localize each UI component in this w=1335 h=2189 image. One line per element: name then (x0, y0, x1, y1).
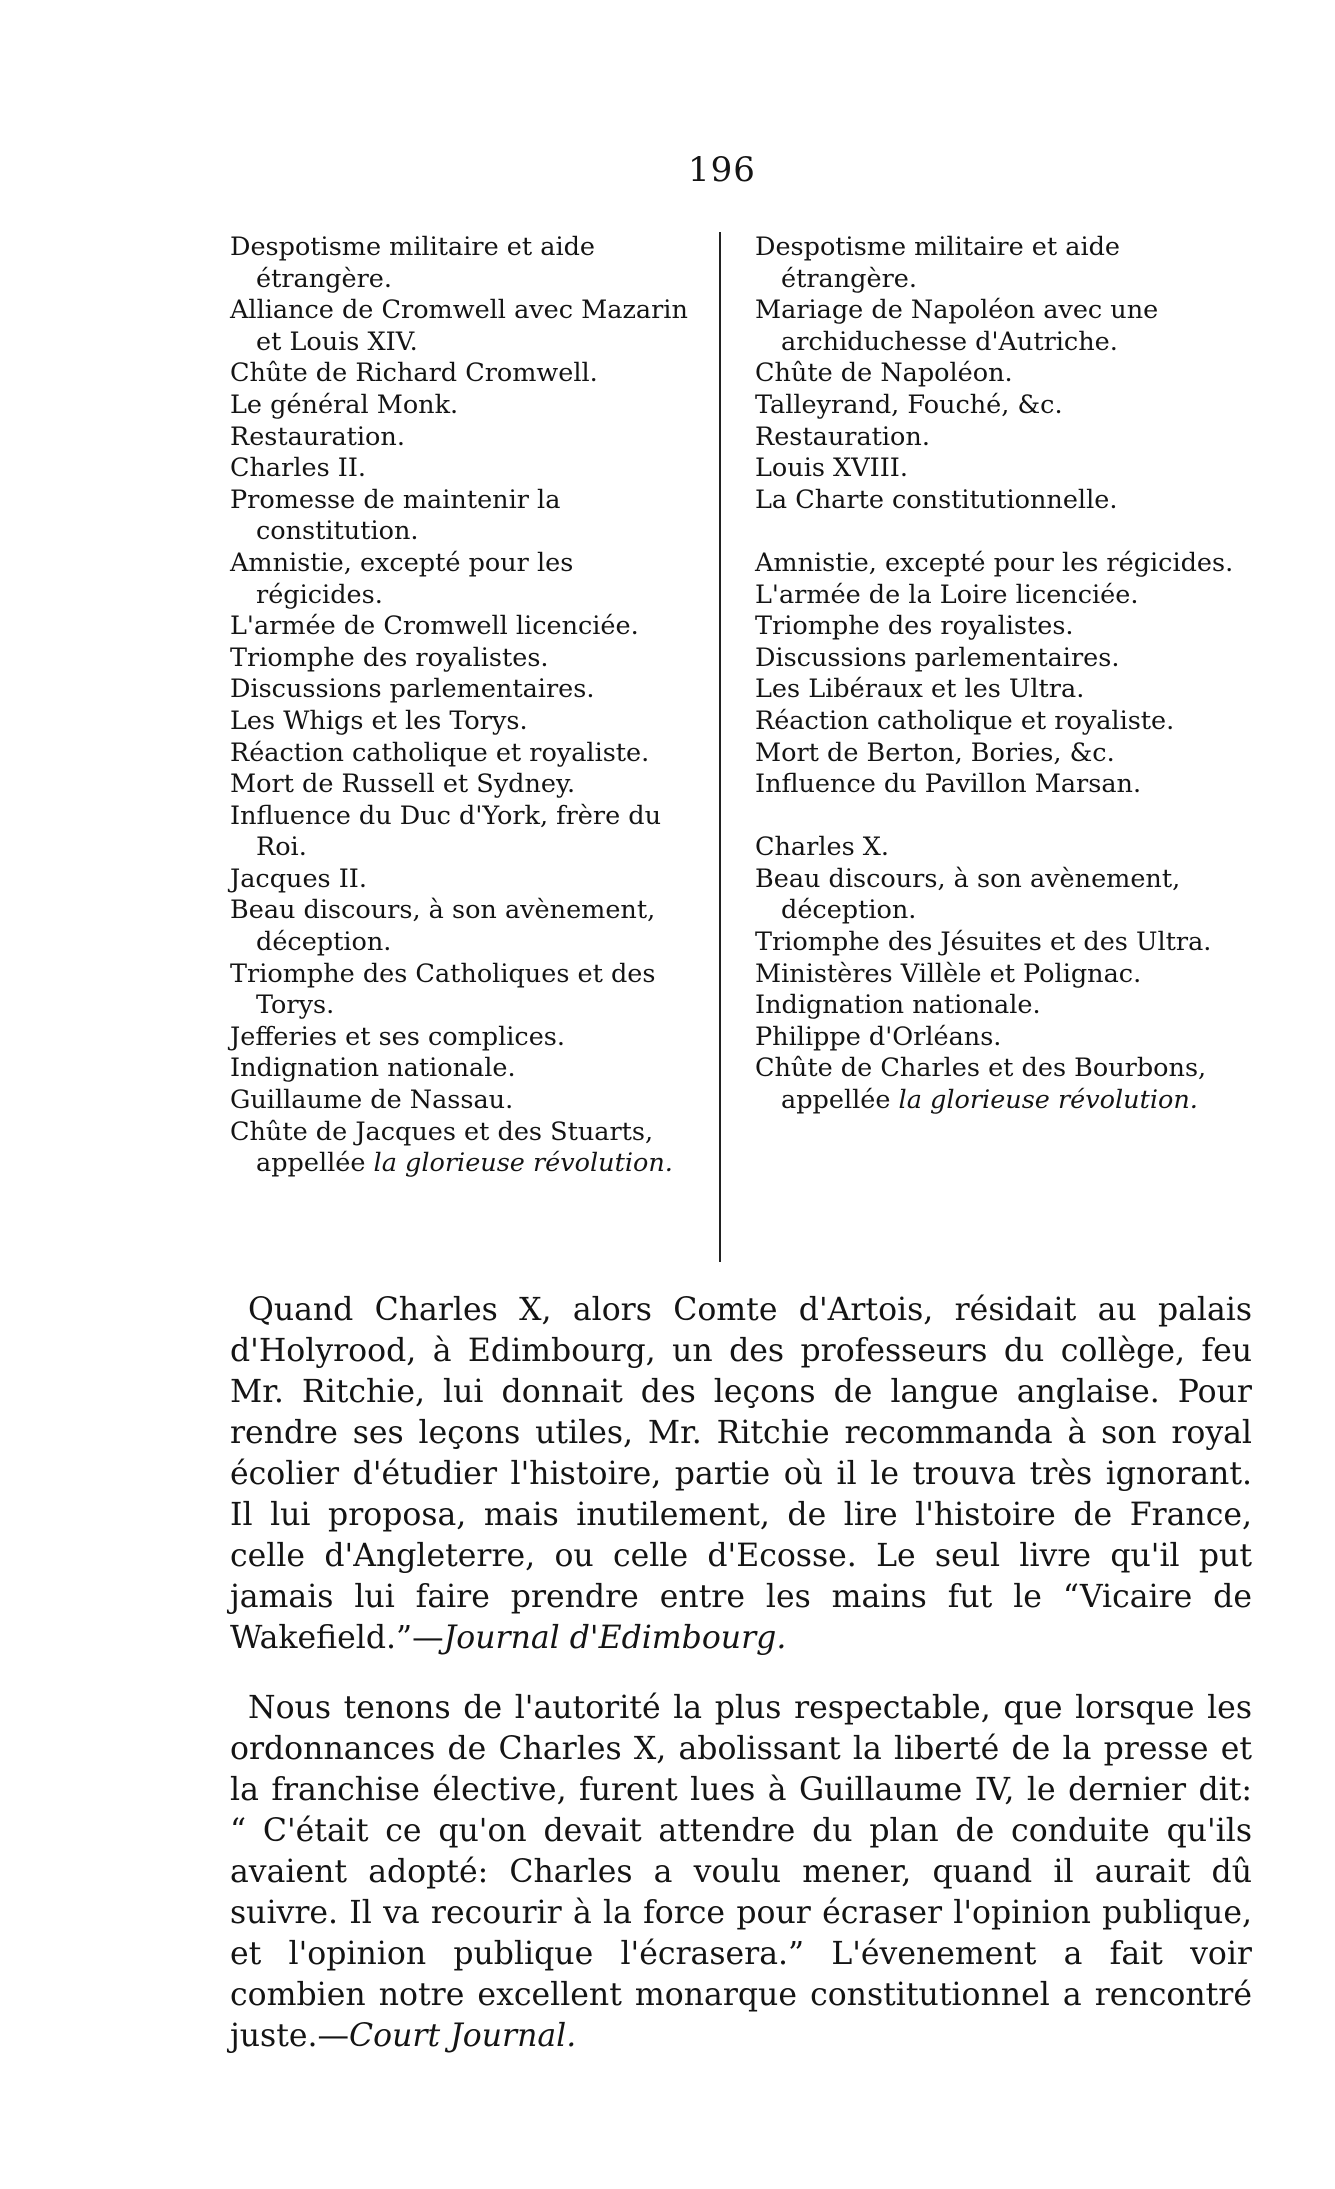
left-entry: Les Whigs et les Torys. (230, 705, 528, 736)
left-entry: L'armée de Cromwell licenciée. (230, 611, 639, 642)
column-divider (719, 232, 721, 1262)
right-entry: Mort de Berton, Bories, &c. (755, 737, 1115, 768)
paragraph-guillaume-iv (230, 1688, 1252, 2057)
right-entry: Influence du Pavillon Marsan. (755, 769, 1142, 800)
right-entry-italic: la glorieuse révolution. (898, 1085, 1198, 1116)
left-entry: Jacques II. (230, 863, 367, 894)
page-number: 196 (688, 150, 756, 190)
right-entry: Chûte de Napoléon. (755, 358, 1013, 389)
right-entry: Restauration. (755, 421, 930, 452)
left-column-cromwell (230, 232, 700, 1180)
left-entry: Beau discours, à son avènement, déception. (230, 895, 656, 958)
paragraph-source: Court Journal. (349, 2018, 577, 2054)
right-entry: Louis XVIII. (755, 453, 908, 484)
left-entry: Discussions parlementaires. (230, 674, 595, 705)
left-entry-italic: la glorieuse révolution. (373, 1148, 673, 1179)
paragraph-source: Journal d'Edimbourg. (443, 1620, 787, 1656)
left-entry: Amnistie, excepté pour les régicides. (230, 547, 574, 610)
right-entry: Indignation nationale. (755, 990, 1041, 1021)
left-entry: Mort de Russell et Sydney. (230, 769, 576, 800)
paragraph-charles-ritchie (230, 1290, 1252, 1659)
right-column-bourbon (755, 232, 1250, 1117)
right-entry: Philippe d'Orléans. (755, 1021, 1002, 1052)
right-entry: Les Libéraux et les Ultra. (755, 674, 1085, 705)
right-entry-text: Chûte de Charles et des Bourbons, appellée (755, 1053, 1207, 1116)
right-entry: La Charte constitutionnelle. (755, 484, 1118, 515)
left-entry: Influence du Duc d'York, frère du Roi. (230, 800, 662, 863)
right-entry: Ministères Villèle et Polignac. (755, 958, 1142, 989)
right-entry: L'armée de la Loire licenciée. (755, 579, 1139, 610)
left-entry: Jefferies et ses complices. (230, 1021, 565, 1052)
right-entry: Mariage de Napoléon avec une archiduchesse d'Autriche. (755, 295, 1159, 357)
left-entry: Triomphe des Catholiques et des Torys. (230, 958, 656, 1021)
left-entry: Indignation nationale. (230, 1053, 516, 1084)
left-entry-text: Chûte de Jacques et des Stuarts, appellée (230, 1116, 654, 1179)
left-entry: Despotisme militaire et aide étrangère. (230, 232, 596, 294)
left-entry: Le général Monk. (230, 389, 459, 420)
right-entry: Beau discours, à son avènement, déception. (755, 863, 1181, 926)
right-entry: Triomphe des Jésuites et des Ultra. (755, 927, 1212, 958)
left-entry: Charles II. (230, 453, 367, 484)
paragraph-text: Quand Charles X, alors Comte d'Artois, résidait au palais d'Holyrood, à Edimbourg, un des professeurs du collège, feu Mr. Ritchie, lui donnait des leçons de langue anglaise. Pour rendre ses leçons utiles, Mr. Ritchie recommanda à son royal écolier d'étudier l'histoire, partie où il le trouva très ignorant. Il lui proposa, mais inutilement, de lire l'histoire de France, celle d'Angleterre, ou celle d'Ecosse. Le seul livre qu'il put jamais lui faire prendre entre les mains fut le “Vicaire de Wakefield.”— (230, 1292, 1252, 1656)
paragraph-text: Nous tenons de l'autorité la plus respectable, que lorsque les ordonnances de Charles X, abolissant la liberté de la presse et la franchise élective, furent lues à Guillaume IV, le dernier dit: “ C'était ce qu'on devait attendre du plan de conduite qu'ils avaient adopté: Charles a voulu mener, quand il aurait dû suivre. Il va recourir à la force pour écraser l'opinion publique, et l'opinion publique l'écrasera.” L'évenement a fait voir combien notre excellent monarque constitutionnel a rencontré juste.— (230, 1690, 1252, 2054)
right-entry: Despotisme militaire et aide étrangère. (755, 232, 1121, 294)
right-entry-last (755, 1053, 1250, 1116)
right-entry: Discussions parlementaires. (755, 642, 1120, 673)
left-entry: Réaction catholique et royaliste. (230, 737, 650, 768)
left-entry: Chûte de Richard Cromwell. (230, 358, 598, 389)
right-entry: Talleyrand, Fouché, &c. (755, 389, 1063, 420)
right-entry: Charles X. (755, 832, 890, 863)
left-entry: Triomphe des royalistes. (230, 642, 549, 673)
right-entry: Triomphe des royalistes. (755, 611, 1074, 642)
right-entry: Réaction catholique et royaliste. (755, 705, 1175, 736)
left-entry: Restauration. (230, 421, 405, 452)
left-entry-last (230, 1117, 700, 1180)
right-entry: Amnistie, excepté pour les régicides. (755, 547, 1234, 578)
left-entry: Alliance de Cromwell avec Mazarin et Louis XIV. (230, 295, 688, 357)
left-entry: Promesse de maintenir la constitution. (230, 484, 561, 547)
left-entry: Guillaume de Nassau. (230, 1085, 514, 1116)
